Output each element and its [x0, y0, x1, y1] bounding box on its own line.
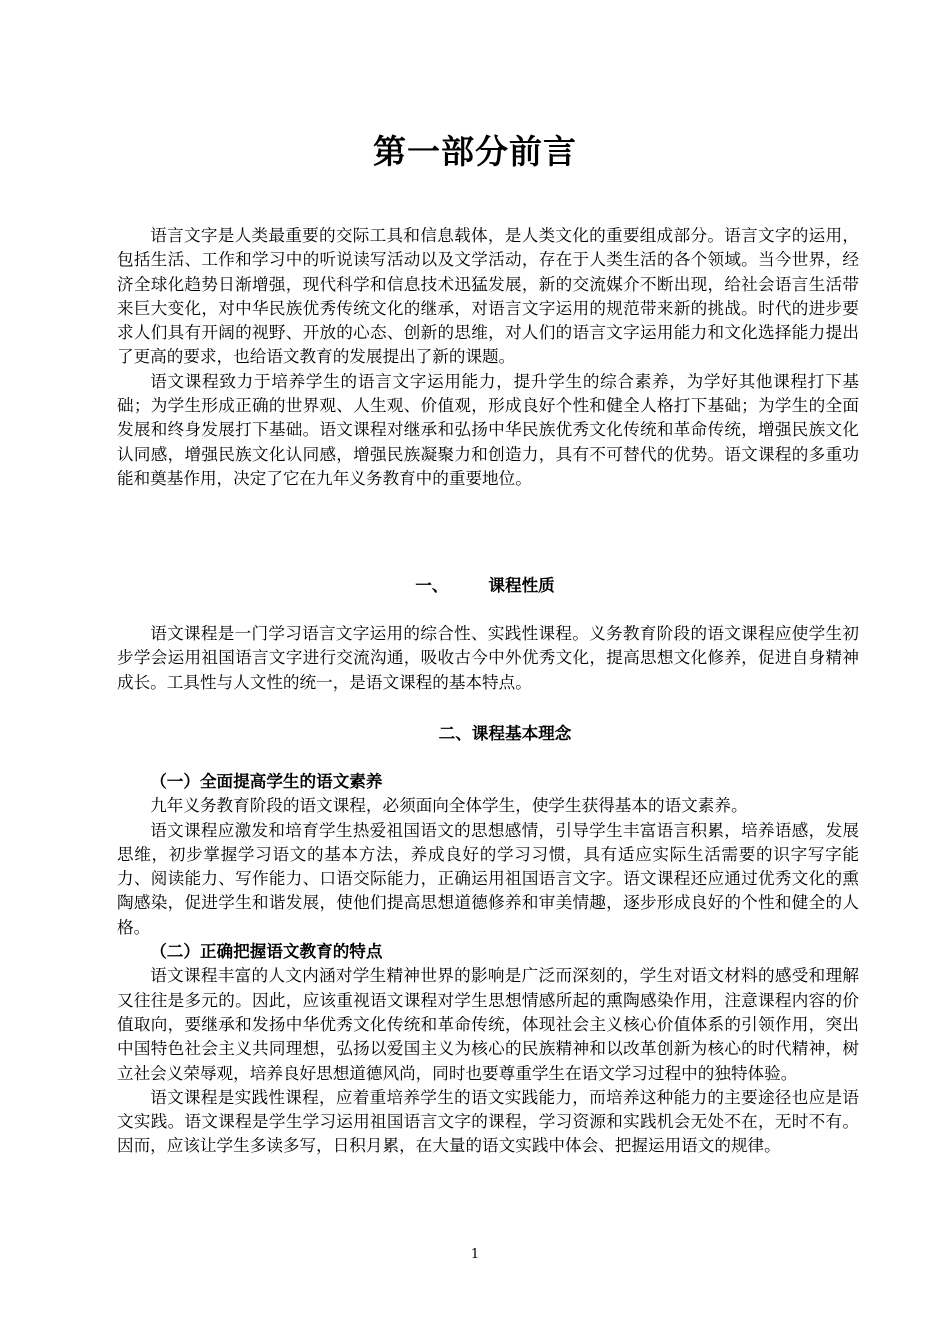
subsection-1-paragraph-2: 语文课程应激发和培育学生热爱祖国语文的思想感情，引导学生丰富语言积累，培养语感，发展思维，初步掌握学习语文的基本方法，养成良好的学习习惯，具有适应实际生活需要的识字写字能力、阅读能力、写作能力、口语交际能力，正确运用祖国语言文字。语文课程还应通过优秀文化的熏陶感染，促进学生和谐发展，使他们提高思想道德修养和审美情趣，逐步形成良好的个性和健全的人格。: [117, 820, 859, 937]
subsection-2-paragraph-2: 语文课程是实践性课程，应着重培养学生的语文实践能力，而培养这种能力的主要途径也应是语文实践。语文课程是学生学习运用祖国语言文字的课程，学习资源和实践机会无处不在，无时不有。因而，应该让学生多读多写，日积月累，在大量的语文实践中体会、把握运用语文的规律。: [117, 1087, 859, 1156]
section-heading-1-title: 课程性质: [488, 576, 555, 595]
section-heading-1-number: 一、: [415, 576, 449, 595]
subsection-2-paragraph-1: 语文课程丰富的人文内涵对学生精神世界的影响是广泛而深刻的，学生对语文材料的感受和理解又往往是多元的。因此，应该重视语文课程对学生思想情感所起的熏陶感染作用，注意课程内容的价值取向，要继承和发扬中华优秀文化传统和革命传统，体现社会主义核心价值体系的引领作用，突出中国特色社会主义共同理想，弘扬以爱国主义为核心的民族精神和以改革创新为核心的时代精神，树立社会义荣辱观，培养良好思想道德风尚，同时也要尊重学生在语文学习过程中的独特体验。: [117, 966, 859, 1083]
page-number: 1: [470, 1247, 480, 1262]
subsection-heading-1: （一）全面提高学生的语文素养: [150, 772, 383, 791]
section-1-body: [117, 622, 859, 695]
section-2-body: [117, 770, 859, 1159]
intro-paragraph-1: 语言文字是人类最重要的交际工具和信息载体，是人类文化的重要组成部分。语言文字的运用，包括生活、工作和学习中的听说读写活动以及文学活动，存在于人类生活的各个领域。当今世界，经济全球化趋势日渐增强，现代科学和信息技术迅猛发展，新的交流媒介不断出现，给社会语言生活带来巨大变化，对中华民族优秀传统文化的继承，对语言文字运用的规范带来新的挑战。时代的进步要求人们具有开阔的视野、开放的心态、创新的思维，对人们的语言文字运用能力和文化选择能力提出了更高的要求，也给语文教育的发展提出了新的课题。: [117, 226, 859, 367]
subsection-heading-2: （二）正确把握语文教育的特点: [150, 942, 383, 962]
section-heading-2: 二、课程基本理念: [438, 724, 572, 743]
intro-paragraph-2: 语文课程致力于培养学生的语言文字运用能力，提升学生的综合素养，为学好其他课程打下基础；为学生形成正确的世界观、人生观、价值观，形成良好个性和健全人格打下基础；为学生的全面发展和终身发展打下基础。语文课程对继承和弘扬中华民族优秀文化传统和革命传统，增强民族文化认同感，增强民族文化认同感，增强民族凝聚力和创造力，具有不可替代的优势。语文课程的多重功能和奠基作用，决定了它在九年义务教育中的重要地位。: [117, 371, 859, 488]
section-1-paragraph: 语文课程是一门学习语言文字运用的综合性、实践性课程。义务教育阶段的语文课程应使学生初步学会运用祖国语言文字进行交流沟通，吸收古今中外优秀文化，提高思想文化修养，促进自身精神成长。工具性与人文性的统一，是语文课程的基本特点。: [117, 624, 859, 692]
subsection-1-paragraph-1: 九年义务教育阶段的语文课程，必须面向全体学生，使学生获得基本的语文素养。: [150, 796, 748, 816]
page-title: 第一部分前言: [373, 132, 577, 171]
section-heading-1: [0, 574, 950, 598]
intro-section: [117, 224, 859, 491]
